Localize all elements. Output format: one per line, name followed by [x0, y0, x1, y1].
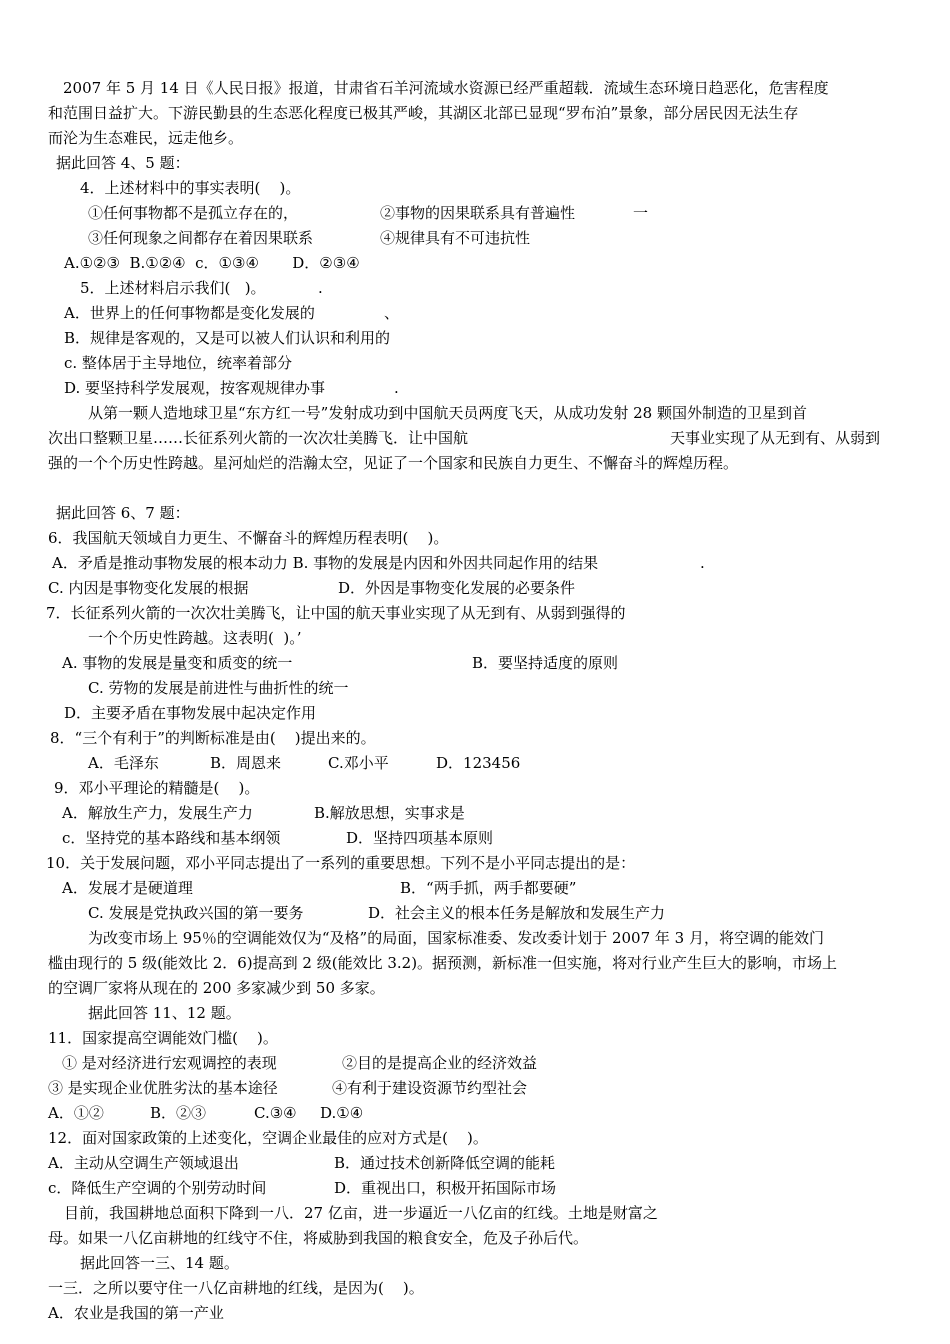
section-prompt: 据此回答 11、12 题。: [88, 1004, 241, 1022]
option: B．周恩来: [210, 754, 282, 772]
option-row: [88, 203, 649, 223]
option: B．通过技术创新降低空调的能耗: [334, 1154, 556, 1172]
option: A．主动从空调生产领域退出: [48, 1154, 239, 1172]
question-text: 一个个历史性跨越。这表明( )。’: [88, 629, 302, 647]
option: C. 内因是事物变化发展的根据: [48, 579, 249, 597]
stray-mark: 、: [384, 304, 400, 322]
question-text: 7．长征系列火箭的一次次壮美腾飞，让中国的航天事业实现了从无到有、从弱到强得的: [46, 604, 626, 622]
option: B．“两手抓，两手都要硬”: [400, 879, 577, 897]
text: 的空调厂家将从现在的 200 多家减少到 50 多家。: [48, 979, 385, 997]
text: 和范围日益扩大。下游民勤县的生态恶化程度已极其严峻，其湖区北部已显现“罗布泊”景象，部分居民因无法生存: [48, 104, 799, 122]
option: A．毛泽东: [88, 754, 159, 772]
choice: D.①④: [320, 1104, 364, 1122]
option: B．要坚持适度的原则: [472, 654, 619, 672]
option: A. 事物的发展是量变和质变的统一: [62, 654, 293, 672]
option-row: [64, 378, 399, 398]
text: 而沦为生态难民，远走他乡。: [48, 129, 244, 147]
section-prompt: 据此回答 4、5 题：: [56, 154, 190, 172]
option: C. 发展是党执政兴国的第一要务: [88, 904, 304, 922]
text: 从第一颗人造地球卫星“东方红一号”发射成功到中国航天员两度飞天，从成功发射 28 颗国外制造的卫星到首: [88, 404, 807, 422]
question-text: 10．关于发展问题，邓小平同志提出了一系列的重要思想。下列不是小平同志提出的是：: [46, 854, 636, 872]
text: 强的一个个历史性跨越。星河灿烂的浩瀚太空，见证了一个国家和民族自力更生、不懈奋斗的辉煌历程。: [48, 454, 739, 472]
stray-mark: .: [318, 279, 323, 297]
option-row: [88, 903, 666, 923]
option-row: [62, 653, 619, 673]
choice: B．②③: [150, 1104, 207, 1122]
option: D．重视出口，积极开拓国际市场: [334, 1179, 557, 1197]
question-text: 6．我国航天领域自力更生、不懈奋斗的辉煌历程表明( )。: [48, 529, 449, 547]
question-text: 8．“三个有利于”的判断标准是由( )提出来的。: [50, 729, 376, 747]
option: D．123456: [436, 754, 521, 772]
text: 天事业实现了从无到有、从弱到: [670, 429, 881, 447]
stray-mark: 一: [633, 204, 649, 222]
option: B.解放思想，实事求是: [314, 804, 465, 822]
section-prompt: 据此回答 6、7 题：: [56, 504, 190, 522]
question-text: 4．上述材料中的事实表明( )。: [80, 179, 301, 197]
option-row: [48, 1078, 528, 1098]
option: ④规律具有不可违抗性: [380, 229, 531, 247]
option: D．社会主义的根本任务是解放和发展生产力: [368, 904, 666, 922]
option: C. 劳物的发展是前进性与曲折性的统一: [88, 679, 349, 697]
option: ①任何事物都不是孤立存在的，: [88, 204, 299, 222]
option: ②事物的因果联系具有普遍性: [380, 204, 576, 222]
option: D．主要矛盾在事物发展中起决定作用: [64, 704, 317, 722]
option-row: [52, 553, 705, 573]
option: D. 要坚持科学发展观，按客观规律办事: [64, 379, 326, 397]
question-text: 9．邓小平理论的精髓是( )。: [54, 779, 260, 797]
option-row: [88, 228, 531, 248]
option-row: [48, 1153, 556, 1173]
option-row: [62, 828, 494, 848]
text: 槛由现行的 5 级(能效比 2．6)提高到 2 级(能效比 3.2)。据预测，新标准一但实施，将对行业产生巨大的影响，市场上: [48, 954, 838, 972]
option: D．坚持四项基本原则: [346, 829, 494, 847]
question-text: 12．面对国家政策的上述变化，空调企业最佳的应对方式是( )。: [48, 1129, 488, 1147]
text-line: [48, 428, 881, 448]
option: c．降低生产空调的个别劳动时间: [48, 1179, 267, 1197]
option-row: [62, 878, 577, 898]
option: ③任何现象之间都存在着因果联系: [88, 229, 314, 247]
text: 2007 年 5 月 14 日《人民日报》报道，甘肃省石羊河流域水资源已经严重超载．流域生态环境日趋恶化，危害程度: [48, 79, 829, 97]
option: A．世界上的任何事物都是变化发展的: [64, 304, 315, 322]
option: ③ 是实现企业优胜劣汰的基本途径: [48, 1079, 278, 1097]
option: c. 整体居于主导地位，统率着部分: [64, 354, 292, 372]
option: ④有利于建设资源节约型社会: [332, 1079, 528, 1097]
stray-mark: .: [700, 554, 705, 572]
question-5: [80, 278, 323, 298]
text: 次出口整颗卫星……长征系列火箭的一次次壮美腾飞．让中国航: [48, 429, 469, 447]
option-row: [64, 303, 400, 323]
question-text: 11．国家提高空调能效门槛( )。: [48, 1029, 278, 1047]
text: 母。如果一八亿亩耕地的红线守不住，将威胁到我国的粮食安全，危及子孙后代。: [48, 1229, 589, 1247]
option: B．规律是客观的，又是可以被人们认识和利用的: [64, 329, 391, 347]
option-row: [62, 803, 465, 823]
choices: A.①②③ B.①②④ c．①③④ D．②③④: [64, 254, 360, 272]
option-row: [48, 578, 576, 598]
question-text: 一三．之所以要守住一八亿亩耕地的红线，是因为( )。: [48, 1279, 424, 1297]
option: ②目的是提高企业的经济效益: [342, 1054, 538, 1072]
option: ① 是对经济进行宏观调控的表现: [62, 1054, 277, 1072]
option: A．农业是我国的第一产业: [48, 1304, 224, 1322]
stray-mark: .: [394, 379, 399, 397]
answer-choices: [48, 1103, 364, 1123]
option-row: [48, 1178, 557, 1198]
option: C.邓小平: [328, 754, 389, 772]
section-prompt: 据此回答一三、14 题。: [80, 1254, 239, 1272]
option-row: [88, 753, 521, 773]
choice: C.③④: [254, 1104, 297, 1122]
option: A．解放生产力，发展生产力: [62, 804, 253, 822]
option-row: [62, 1053, 538, 1073]
text: 目前，我国耕地总面积下降到一八．27 亿亩，进一步逼近一八亿亩的红线。土地是财富之: [64, 1204, 658, 1222]
option: c．坚持党的基本路线和基本纲领: [62, 829, 281, 847]
option: A．发展才是硬道理: [62, 879, 193, 897]
option: D．外因是事物变化发展的必要条件: [338, 579, 576, 597]
question-text: 5．上述材料启示我们( )。: [80, 279, 266, 297]
choice: A．①②: [48, 1104, 104, 1122]
text: 为改变市场上 95％的空调能效仅为“及格”的局面，国家标准委、发改委计划于 2007 年 3 月，将空调的能效门: [88, 929, 824, 947]
option: A．矛盾是推动事物发展的根本动力 B. 事物的发展是内因和外因共同起作用的结果: [52, 554, 599, 572]
